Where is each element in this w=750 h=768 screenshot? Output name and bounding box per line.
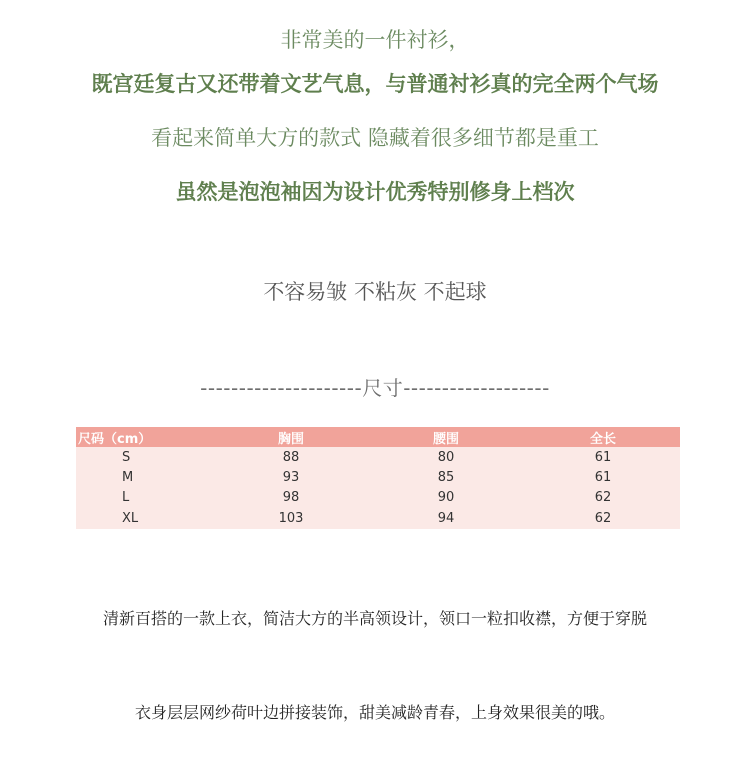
cell-bust: 98 — [216, 487, 366, 507]
header-length: 全长 — [526, 427, 680, 447]
description-paragraph-1: 清新百搭的一款上衣，简洁大方的半高领设计，领口一粒扣收襟，方便于穿脱 — [102, 609, 647, 628]
table-row — [76, 447, 680, 467]
cell-size: XL — [76, 507, 216, 529]
cell-waist: 80 — [366, 447, 526, 467]
intro-line-3: 看起来简单大方的款式 隐藏着很多细节都是重工 — [151, 126, 599, 150]
cell-size: L — [76, 487, 216, 507]
cell-length: 61 — [526, 447, 680, 467]
table-row — [76, 487, 680, 507]
cell-size: M — [76, 467, 216, 487]
header-bust: 胸围 — [216, 427, 366, 447]
intro-line-5: 不容易皱 不粘灰 不起球 — [263, 280, 487, 304]
cell-waist: 85 — [366, 467, 526, 487]
table-row — [76, 507, 680, 529]
cell-bust: 103 — [216, 507, 366, 529]
size-table-header-row — [76, 427, 680, 447]
cell-bust: 88 — [216, 447, 366, 467]
cell-waist: 90 — [366, 487, 526, 507]
cell-size: S — [76, 447, 216, 467]
intro-line-1: 非常美的一件衬衫， — [280, 28, 470, 52]
size-table — [76, 427, 680, 529]
intro-line-4: 虽然是泡泡袖因为设计优秀特别修身上档次 — [175, 180, 575, 204]
cell-length: 61 — [526, 467, 680, 487]
cell-waist: 94 — [366, 507, 526, 529]
cell-bust: 93 — [216, 467, 366, 487]
table-row — [76, 467, 680, 487]
intro-line-2: 既宫廷复古又还带着文艺气息，与普通衬衫真的完全两个气场 — [91, 72, 659, 96]
header-waist: 腰围 — [366, 427, 526, 447]
description-paragraph-2: 衣身层层网纱荷叶边拼接装饰，甜美减龄青春，上身效果很美的哦。 — [134, 703, 615, 722]
header-size: 尺码（cm） — [76, 427, 216, 447]
cell-length: 62 — [526, 487, 680, 507]
size-section-divider: ---------------------尺寸------------------- — [200, 376, 550, 400]
cell-length: 62 — [526, 507, 680, 529]
